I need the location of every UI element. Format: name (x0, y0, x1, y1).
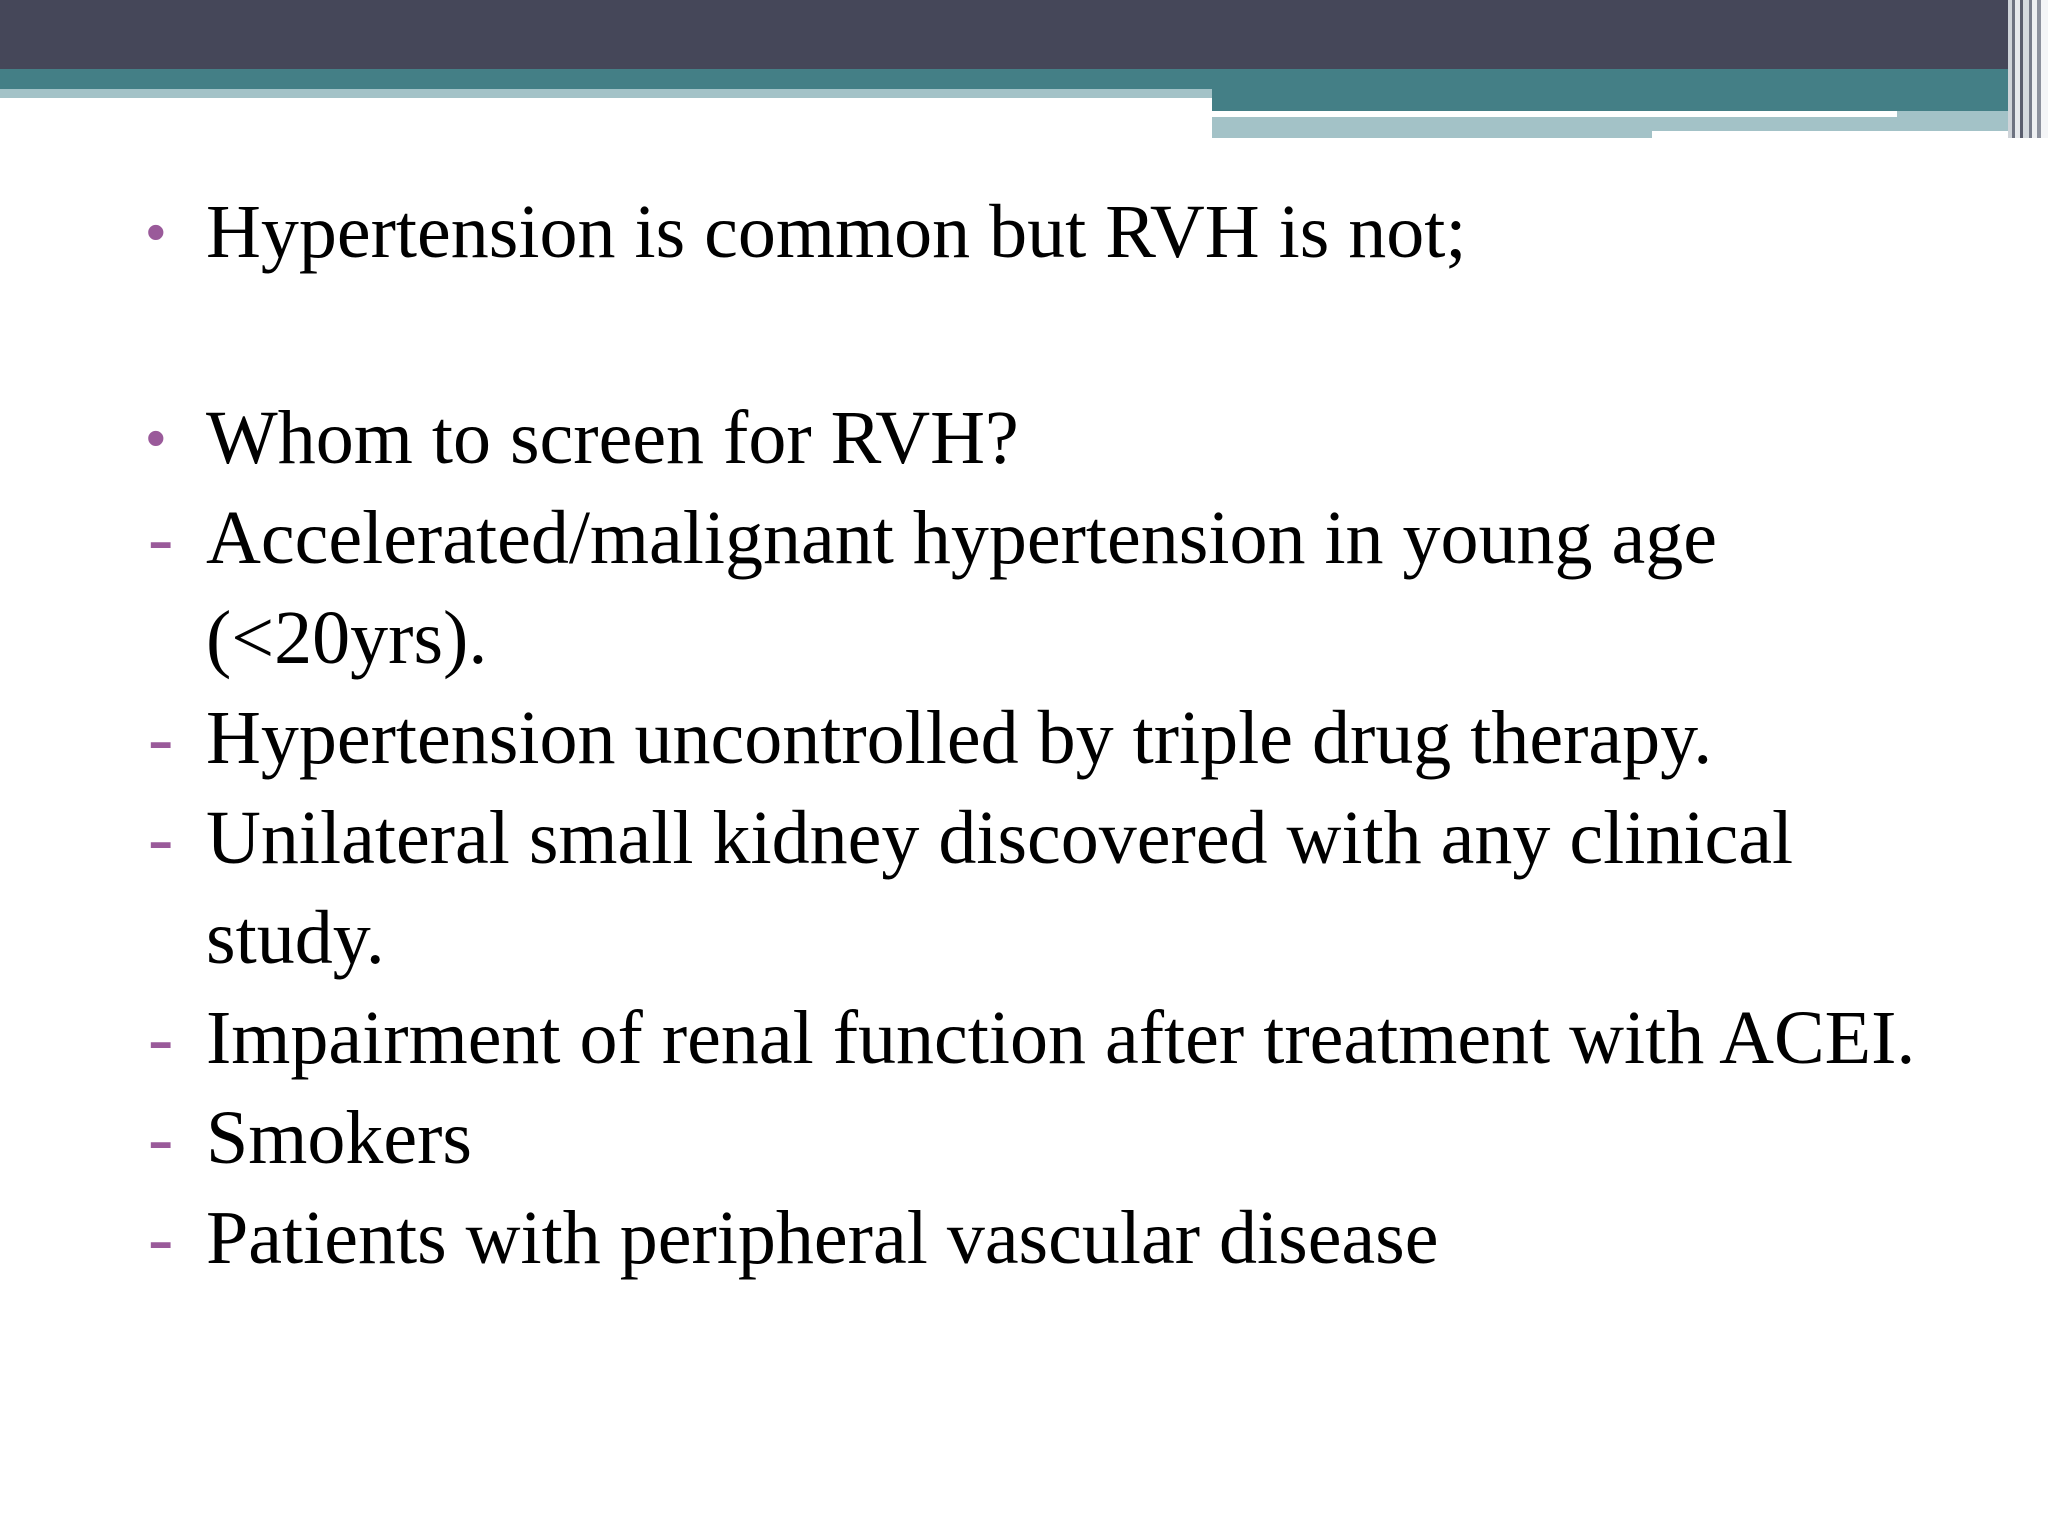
dash-marker: - (148, 496, 174, 580)
dash-marker: - (148, 1096, 174, 1180)
criteria-item-peripheral-vascular-disease (140, 1188, 1990, 1288)
dash-marker: - (148, 996, 174, 1080)
header-stripes (2008, 0, 2048, 138)
dash-marker: - (148, 1196, 174, 1280)
header-notch (1652, 131, 2048, 138)
header-band-light-left (0, 89, 1212, 98)
criteria-text: Unilateral small kidney discovered with any clinical study. (206, 796, 1794, 980)
header-band-teal-right (1212, 89, 2048, 111)
criteria-item-smokers (140, 1088, 1990, 1188)
bullet-marker: • (146, 406, 166, 469)
criteria-text: Hypertension uncontrolled by triple drug therapy. (206, 696, 1713, 780)
criteria-item-uncontrolled-hypertension (140, 688, 1990, 788)
bullet-text: Whom to screen for RVH? (206, 396, 1019, 480)
header-band-teal (0, 69, 2048, 89)
criteria-text: Patients with peripheral vascular disease (206, 1196, 1439, 1280)
header-white-line (1212, 111, 1897, 117)
bullet-item-rvh-common (140, 182, 1990, 282)
bullet-item-whom-to-screen (140, 388, 1990, 488)
criteria-text: Accelerated/malignant hypertension in young age (<20yrs). (206, 496, 1718, 680)
dash-marker: - (148, 796, 174, 880)
criteria-item-small-kidney (140, 788, 1990, 988)
criteria-text: Smokers (206, 1096, 472, 1180)
header-band-dark (0, 0, 2048, 69)
slide-body (140, 182, 1990, 1288)
criteria-item-accelerated-hypertension (140, 488, 1990, 688)
criteria-text: Impairment of renal function after treatment with ACEI. (206, 996, 1916, 1080)
dash-marker: - (148, 696, 174, 780)
spacer (140, 282, 1990, 388)
criteria-item-renal-impairment-acei (140, 988, 1990, 1088)
bullet-text: Hypertension is common but RVH is not; (206, 190, 1467, 274)
bullet-marker: • (146, 200, 166, 263)
